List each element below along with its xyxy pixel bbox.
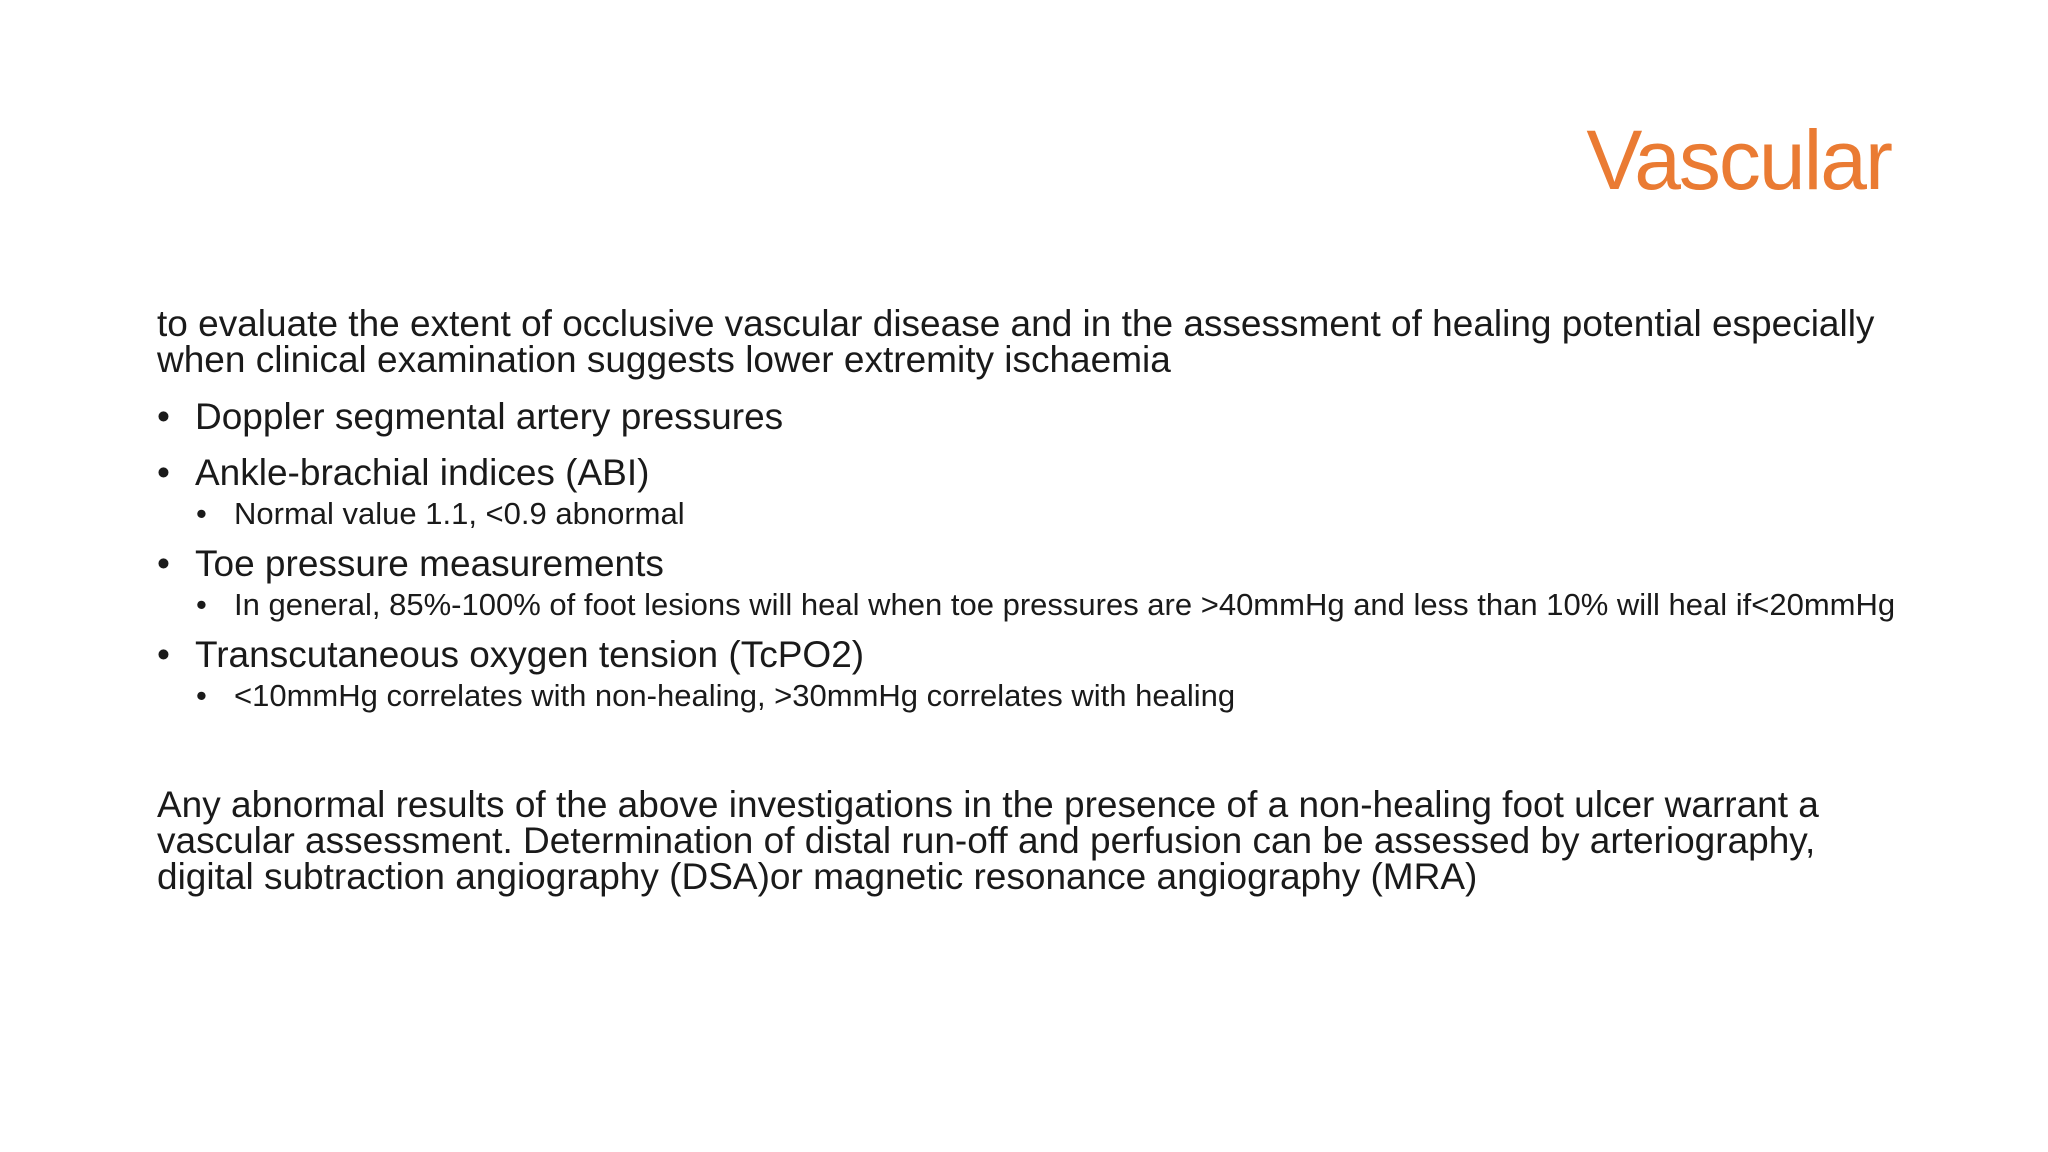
intro-paragraph: to evaluate the extent of occlusive vascular disease and in the assessment of healing potential especially when clinical examination suggests lower extremity ischaemia bbox=[157, 303, 1875, 380]
sub-bullet-dot-icon: • bbox=[196, 587, 207, 622]
sub-bullet-dot-icon: • bbox=[196, 678, 207, 713]
sub-bullet-list bbox=[195, 498, 1897, 529]
slide-content bbox=[157, 303, 1897, 897]
sub-bullet-dot-icon: • bbox=[196, 496, 207, 531]
sub-bullet-list bbox=[195, 589, 1897, 620]
bullet-item bbox=[157, 452, 1897, 529]
bullet-dot-icon: • bbox=[157, 634, 170, 675]
sub-bullet-text: <10mmHg correlates with non-healing, >30mmHg correlates with healing bbox=[234, 678, 1236, 713]
closing-paragraph: Any abnormal results of the above investigations in the presence of a non-healing foot ulcer warrant a vascular assessment. Determination of distal run-off and perfusion can be assessed by arteriography, digital subtraction angiography (DSA)or magnetic resonance angiography (MRA) bbox=[157, 784, 1819, 897]
slide-title: Vascular bbox=[1586, 113, 1891, 207]
sub-bullet-item bbox=[157, 589, 1897, 620]
sub-bullet-item bbox=[157, 498, 1897, 529]
bullet-text: Doppler segmental artery pressures bbox=[195, 396, 784, 437]
bullet-dot-icon: • bbox=[157, 452, 170, 493]
sub-bullet-item bbox=[157, 680, 1897, 711]
bullet-item bbox=[157, 396, 1897, 438]
sub-bullet-text: Normal value 1.1, <0.9 abnormal bbox=[234, 496, 685, 531]
sub-bullet-text: In general, 85%-100% of foot lesions will heal when toe pressures are >40mmHg and less than 10% will heal if<20mmHg bbox=[234, 587, 1896, 622]
bullet-text: Ankle-brachial indices (ABI) bbox=[195, 452, 650, 493]
sub-bullet-list bbox=[195, 680, 1897, 711]
bullet-text: Toe pressure measurements bbox=[195, 543, 664, 584]
bullet-item bbox=[157, 634, 1897, 711]
bullet-dot-icon: • bbox=[157, 543, 170, 584]
bullet-text: Transcutaneous oxygen tension (TcPO2) bbox=[195, 634, 865, 675]
bullet-dot-icon: • bbox=[157, 396, 170, 437]
bullet-list bbox=[157, 396, 1897, 711]
bullet-item bbox=[157, 543, 1897, 620]
